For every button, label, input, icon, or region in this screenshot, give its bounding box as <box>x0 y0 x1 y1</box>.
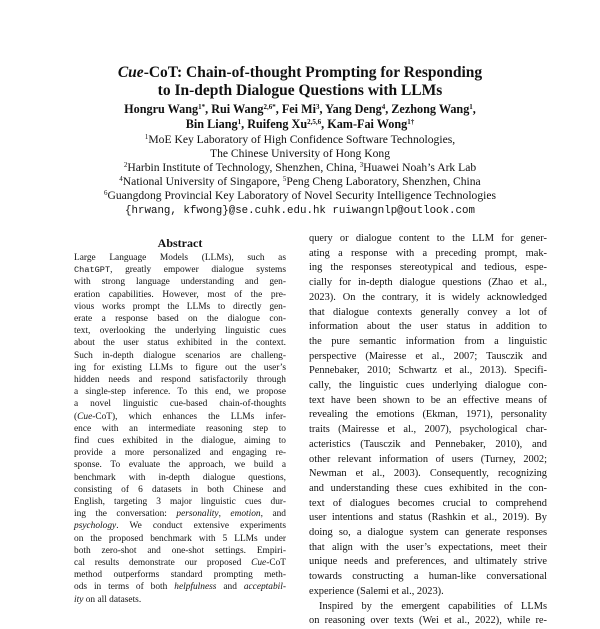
text-line: both zero-shot and one-shot settings. Empiri- <box>74 545 286 556</box>
text-line: query or dialogue content to the LLM for gener- <box>309 233 547 244</box>
text-line: vious works prompt the LLMs to directly gen- <box>74 301 286 312</box>
text-line: (Cue-CoT), which enhances the LLMs infer- <box>74 411 286 422</box>
text-line: psychology. We conduct extensive experiments <box>74 521 286 532</box>
author: Ruifeng Xu$^{2,5,6}$, <box>247 117 328 131</box>
text-line: experience (Salemi et al., 2023). <box>309 585 444 597</box>
abstract-body <box>74 252 286 606</box>
text-line: information about the user status in addition to <box>309 321 547 333</box>
text-line: cially for in-depth dialogue questions (Zhao et al., <box>309 277 547 289</box>
text-line: Such in-depth dialogue scenarios are challeng- <box>74 350 286 361</box>
text-line: cally, the linguistic cues underlying dialogue con- <box>309 380 547 392</box>
affiliation-4-5: $^4$National University of Singapore, $^5$Peng Cheng Laboratory, Shenzhen, China <box>119 175 481 188</box>
text-line: method outperforms standard prompting meth- <box>74 570 286 581</box>
abstract-heading: Abstract <box>157 236 203 250</box>
text-line: text have been shown to be an effective means of <box>309 394 547 406</box>
text-line: cal results demonstrate our proposed Cue-CoT <box>74 558 286 569</box>
text-line: that dialogue contexts generally convey a lot of <box>309 306 547 318</box>
text-line: revealing the emotions (Ekman, 1971), personality <box>309 409 547 421</box>
text-line: a novel linguistic cue-based chain-of-thoughts <box>74 399 286 410</box>
text-line: perspective (Mairesse et al., 2007; Tausczik and <box>309 350 547 362</box>
text-line: ChatGPT, greatly empower dialogue systems <box>74 265 286 276</box>
text-line: a single-step inference. To this end, we propose <box>74 387 286 398</box>
text-line: ing the conversation: personality, emotion, and <box>74 509 286 520</box>
text-line: doing so, a dialogue system can generate responses <box>309 527 547 539</box>
text-line: ating a response with a preceding prompt, mak- <box>309 247 547 259</box>
text-line: consisting of 6 datasets in both Chinese and <box>74 484 286 495</box>
text-line: 2023). On the contrary, it is widely acknowledged <box>309 291 547 303</box>
text-line: and understanding these cues exhibited in the con- <box>309 482 547 494</box>
text-line: other relevant information of users (Turney, 2002; <box>309 453 547 465</box>
affiliation-2-3: $^2$Harbin Institute of Technology, Shenzhen, China, $^3$Huawei Noah’s Ark Lab <box>123 161 477 174</box>
text-line: text, overlooking the underlying linguistic cues <box>74 326 286 337</box>
text-line: sponse. To evaluate the approach, we build a <box>74 460 286 471</box>
title-cue-italic: Cue <box>117 64 144 81</box>
text-line: with strong language understanding and gen- <box>74 277 286 288</box>
text-line: ence with an intermediate reasoning step to <box>74 423 286 434</box>
affiliation-1-line-2: The Chinese University of Hong Kong <box>210 147 390 160</box>
text-line: towards constructing a human-like conversational <box>309 571 547 583</box>
author: Rui Wang$^{2,6*}$, <box>211 102 282 116</box>
authors-line-2 <box>20 117 580 131</box>
text-line: provide a more personalized and engaging re- <box>74 448 286 459</box>
author: Kam-Fai Wong$^{1\dagger}$ <box>327 117 415 131</box>
text-line: ity on all datasets. <box>74 594 142 605</box>
title-rest: -CoT: Chain-of-thought Prompting for Responding <box>143 64 483 81</box>
authors-line-1 <box>20 102 580 116</box>
author: Bin Liang$^1$, <box>185 117 248 131</box>
text-line: on reasoning over texts (Wei et al., 2022), while re- <box>309 615 547 627</box>
text-line: text of dialogues becomes crucial to comprehend <box>309 497 547 509</box>
text-line: erate a response based on the dialogue con- <box>74 314 286 325</box>
text-line: Large Language Models (LLMs), such as <box>74 253 286 263</box>
text-line: English, targeting 3 major linguistic cues dur- <box>74 497 286 508</box>
paper-title-line-1 <box>60 63 540 83</box>
text-line: hidden needs and respond satisfactorily through <box>74 375 286 386</box>
text-line: ods in terms of both helpfulness and acceptabil- <box>74 582 286 593</box>
author-emails[interactable]: {hrwang, kfwong}@se.cuhk.edu.hk ruiwangnlp@outlook.com <box>125 205 475 217</box>
text-line: user intentions and status (Rashkin et al., 2019). By <box>309 512 547 524</box>
text-line: traits (Mairesse et al., 2007), psychological char- <box>309 424 547 436</box>
intro-body <box>309 232 547 629</box>
affiliation-6: $^6$Guangdong Provincial Key Laboratory of Novel Security Intelligence Technologies <box>103 189 497 202</box>
text-line: ing the responses stereotypical and tedious, espe- <box>309 262 547 274</box>
text-line: eration capabilities. However, most of the pre- <box>74 289 286 300</box>
text-line: on the proposed benchmark with 5 LLMs under <box>74 533 286 544</box>
author: Fei Mi$^3$, <box>281 102 326 116</box>
affiliation-1-line-1: $^1$MoE Key Laboratory of High Confidence Software Technologies, <box>144 133 456 146</box>
text-line: about the user status exhibited in the context. <box>74 338 286 349</box>
text-line: Inspired by the emergent capabilities of LLMs <box>319 600 547 612</box>
author: Yang Deng$^4$, <box>325 102 392 116</box>
text-line: unique needs and preferences, and ultimately strive <box>309 556 547 568</box>
text-line: Pennebaker, 2010; Schwartz et al., 2013). Specifi- <box>309 365 547 377</box>
text-line: acteristics (Tausczik and Pennebaker, 2010), and <box>309 438 547 450</box>
author: Hongru Wang$^{1*}$, <box>124 102 212 116</box>
text-line: the pure semantic information from a linguistic <box>309 335 547 347</box>
text-line: Newman et al., 2003). Consequently, recognizing <box>309 468 547 480</box>
paper-title-line-2: to In-depth Dialogue Questions with LLMs <box>157 82 443 99</box>
text-line: benchmark with in-depth dialogue questions, <box>74 472 286 483</box>
text-line: that align with the user’s expectations, meet their <box>309 541 547 553</box>
text-line: ing for existing LLMs to figure out the user’s <box>74 362 286 373</box>
text-line: find cues exhibited in the dialogue, aiming to <box>74 436 286 447</box>
author: Zezhong Wang$^1$, <box>391 102 476 116</box>
